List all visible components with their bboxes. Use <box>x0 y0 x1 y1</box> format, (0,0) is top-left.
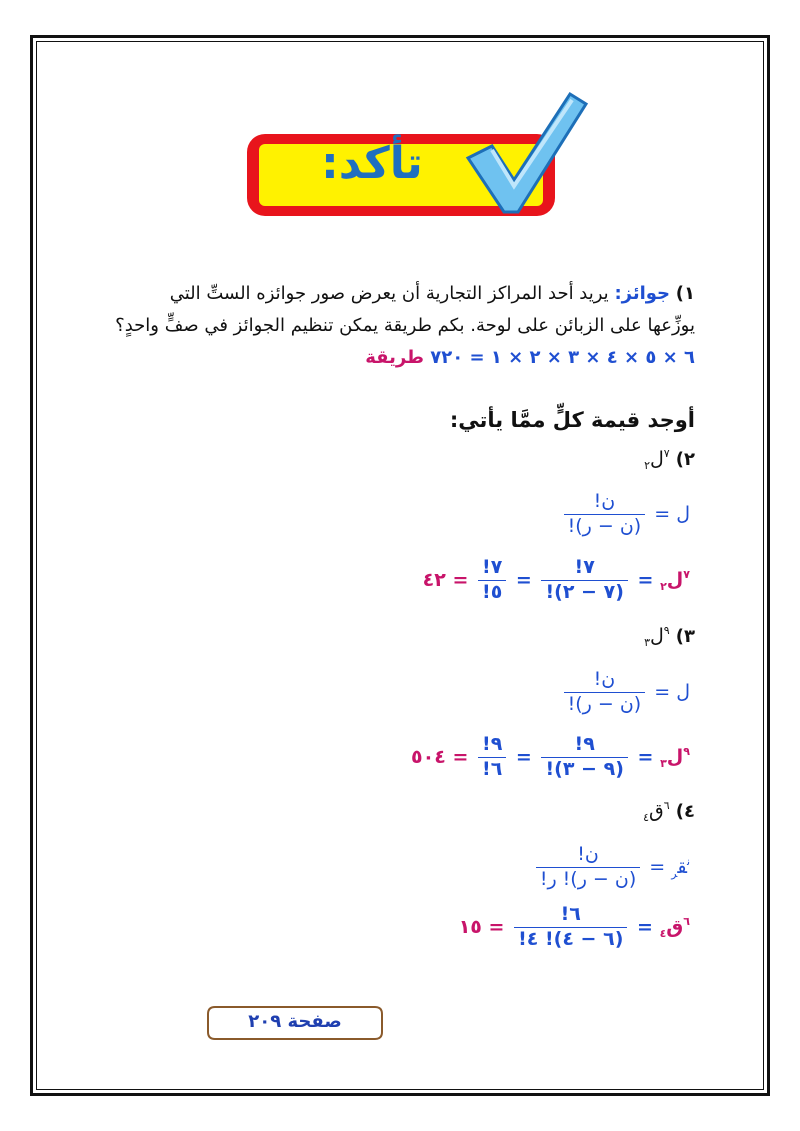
q2-formula-fraction <box>564 492 646 537</box>
q4-step-num: ٦! <box>560 903 581 925</box>
q1-line1 <box>170 283 695 304</box>
q2-symbol: ل <box>649 448 664 470</box>
q3-formula-fraction <box>564 670 646 715</box>
q3-formula-den: (ن − ر)! <box>564 692 646 715</box>
q1-answer-expr: ٦ × ٥ × ٤ × ٣ × ٢ × ١ = ٧٢٠ <box>430 347 695 368</box>
checkmark-icon <box>462 88 590 218</box>
q2-solution: $^٧$ل$_٢$ = $\frac{٧!}{(٧ - ٢)!}$ = $\frac{٧!}{٥!}$ = ٤٢ <box>422 556 690 603</box>
q2-step2-fraction <box>478 558 506 603</box>
q4-formula-r: ر <box>671 866 678 880</box>
q3-step2-fraction <box>478 735 506 780</box>
q4-sol-r: ٤ <box>659 926 667 940</box>
q2-n: ٧ <box>663 447 670 460</box>
q2-header <box>644 448 695 470</box>
q3-sol-n: ٩ <box>683 744 690 758</box>
q3-formula-num: ن! <box>593 668 616 690</box>
q2-formula-den: (ن − ر)! <box>564 514 646 537</box>
q4-formula-symbol: ق <box>677 855 687 878</box>
q4-number: ٤) <box>675 801 695 822</box>
q1-text-line1: يريد أحد المراكز التجارية أن يعرض صور جوائزه الستِّ التي <box>169 283 609 304</box>
q4-step-den: (٦ − ٤)! ٤! <box>514 927 627 950</box>
q3-n: ٩ <box>663 624 670 637</box>
q3-formula-lhs: ل <box>676 680 690 703</box>
q1-answer-unit: طريقة <box>365 347 424 368</box>
q4-result: ١٥ <box>458 915 482 938</box>
q4-formula-num: ن! <box>577 843 599 865</box>
q3-formula: ل = $\frac{\text{ن!}}{\text{(ن − ر)!}}$ <box>561 670 690 715</box>
q4-n: ٦ <box>663 799 670 812</box>
q2-sol-n: ٧ <box>683 567 690 581</box>
q4-r: ٤ <box>643 811 650 824</box>
q4-sol-n: ٦ <box>683 914 690 928</box>
banner-title: تأكد: <box>321 138 423 189</box>
q3-sol-symbol: ل <box>666 745 684 768</box>
q3-step2-den: ٦! <box>478 757 506 780</box>
page-label: صفحة ٢٠٩ <box>248 1011 342 1032</box>
q2-sol-symbol: ل <box>666 568 684 591</box>
q2-number: ٢) <box>675 449 695 470</box>
q2-step2-den: ٥! <box>478 580 506 603</box>
q2-formula-lhs: ل <box>676 502 690 525</box>
q3-solution: $^٩$ل$_٣$ = $\frac{٩!}{(٩ - ٣)!}$ = $\frac{٩!}{٦!}$ = ٥٠٤ <box>411 733 690 780</box>
q2-step2-num: ٧! <box>482 556 503 578</box>
q2-formula: ل = $\frac{\text{ن!}}{\text{(ن − ر)!}}$ <box>561 492 690 537</box>
q1-text-line2: يوزِّعها على الزبائن على لوحة. بكم طريقة يمكن تنظيم الجوائز في صفٍّ واحدٍ؟ <box>115 315 695 336</box>
q4-step-fraction <box>514 905 627 950</box>
q4-sol-symbol: ق <box>666 915 684 938</box>
q4-formula-den: (ن − ر)! ر! <box>536 867 640 890</box>
q4-formula: $^ن$ق$_ر$ = $\frac{\text{ن!}}{\text{(ن − ر)! ر!}}$ <box>533 845 690 890</box>
q3-step-fraction <box>541 735 627 780</box>
q2-step-den: (٧ − ٢)! <box>541 580 627 603</box>
q3-number: ٣) <box>675 626 695 647</box>
section-title: أوجد قيمة كلٍّ ممَّا يأتي: <box>449 408 695 432</box>
page-label-box <box>205 1004 385 1042</box>
q2-formula-num: ن! <box>593 490 616 512</box>
q2-step-num: ٧! <box>574 556 595 578</box>
q3-result: ٥٠٤ <box>411 745 446 768</box>
q3-step-den: (٩ − ٣)! <box>541 757 627 780</box>
q2-r: ٢ <box>644 459 650 472</box>
q3-step-num: ٩! <box>574 733 595 755</box>
q4-solution: $^٦$ق$_٤$ = $\frac{٦!}{(٦ - ٤)! ٤!}$ = ١٥ <box>458 903 690 950</box>
q4-symbol: ق <box>649 800 664 822</box>
q3-sol-r: ٣ <box>660 756 667 770</box>
q3-step2-num: ٩! <box>482 733 503 755</box>
q4-header <box>643 800 695 822</box>
q1-answer <box>365 347 695 368</box>
q3-header <box>644 625 695 647</box>
q2-step-fraction <box>541 558 627 603</box>
q4-formula-fraction <box>536 845 640 890</box>
q2-result: ٤٢ <box>422 568 446 591</box>
q3-symbol: ل <box>649 625 664 647</box>
q3-r: ٣ <box>644 636 650 649</box>
q1-keyword: جوائز: <box>614 283 671 304</box>
q1-number: ١) <box>675 283 695 304</box>
q2-sol-r: ٢ <box>660 579 667 593</box>
q4-formula-n: ن <box>686 854 690 868</box>
